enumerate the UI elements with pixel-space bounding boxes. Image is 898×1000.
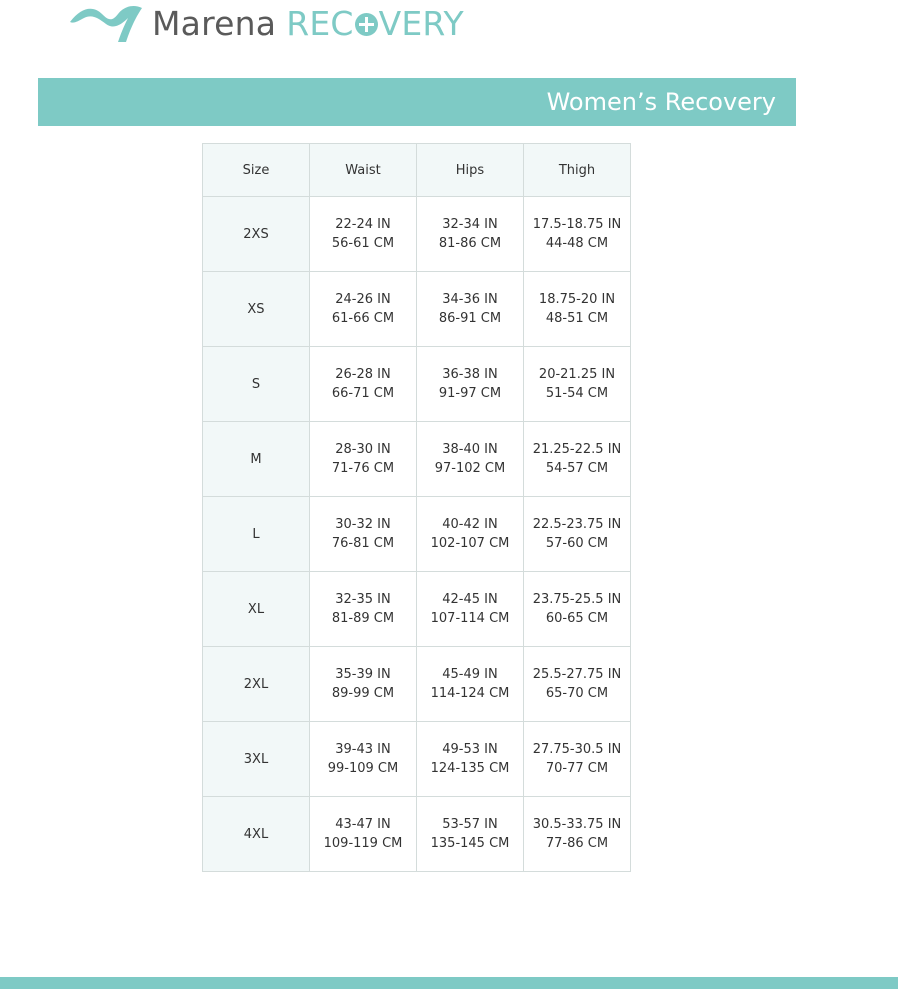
- waist-cell: [310, 722, 417, 797]
- thigh-cm-value: 57-60 CM: [545, 536, 609, 551]
- thigh-cm-value: 44-48 CM: [545, 236, 609, 251]
- size-cell: 4XL: [203, 797, 310, 872]
- hips-cm-value: 91-97 CM: [438, 386, 502, 401]
- hips-cm-value: 114-124 CM: [430, 686, 510, 701]
- hips-in-value: 42-45 IN: [442, 592, 498, 607]
- waist-cm-value: 56-61 CM: [331, 236, 395, 251]
- thigh-in-value: 30.5-33.75 IN: [532, 817, 622, 832]
- hips-in-value: 32-34 IN: [442, 217, 498, 232]
- header-thigh: Thigh: [524, 144, 631, 197]
- medical-cross-icon: [355, 13, 378, 36]
- thigh-cell: [524, 722, 631, 797]
- hips-cm-value: 107-114 CM: [430, 611, 510, 626]
- waist-cell: [310, 272, 417, 347]
- brand-recovery-part-b: VERY: [378, 3, 464, 43]
- waist-in-value: 24-26 IN: [335, 292, 391, 307]
- brand-name-recovery: [286, 4, 464, 43]
- waist-cell: [310, 797, 417, 872]
- table-row: [203, 797, 631, 872]
- thigh-cell: [524, 797, 631, 872]
- table-row: [203, 572, 631, 647]
- table-row: [203, 647, 631, 722]
- waist-cm-value: 61-66 CM: [331, 311, 395, 326]
- waist-cm-value: 89-99 CM: [331, 686, 395, 701]
- hips-cell: [417, 722, 524, 797]
- thigh-cell: [524, 347, 631, 422]
- hips-cm-value: 124-135 CM: [430, 761, 510, 776]
- size-cell: S: [203, 347, 310, 422]
- thigh-cm-value: 54-57 CM: [545, 461, 609, 476]
- waist-cell: [310, 572, 417, 647]
- thigh-in-value: 25.5-27.75 IN: [532, 667, 622, 682]
- waist-in-value: 26-28 IN: [335, 367, 391, 382]
- thigh-in-value: 27.75-30.5 IN: [532, 742, 622, 757]
- thigh-cell: [524, 422, 631, 497]
- hips-in-value: 40-42 IN: [442, 517, 498, 532]
- hips-cell: [417, 497, 524, 572]
- hips-in-value: 53-57 IN: [442, 817, 498, 832]
- hips-cell: [417, 422, 524, 497]
- waist-cell: [310, 347, 417, 422]
- thigh-cm-value: 70-77 CM: [545, 761, 609, 776]
- thigh-in-value: 22.5-23.75 IN: [532, 517, 622, 532]
- size-cell: 3XL: [203, 722, 310, 797]
- waist-cell: [310, 497, 417, 572]
- hips-in-value: 49-53 IN: [442, 742, 498, 757]
- hips-in-value: 45-49 IN: [442, 667, 498, 682]
- thigh-cell: [524, 647, 631, 722]
- hips-in-value: 34-36 IN: [442, 292, 498, 307]
- size-cell: 2XS: [203, 197, 310, 272]
- hips-cell: [417, 272, 524, 347]
- waist-in-value: 28-30 IN: [335, 442, 391, 457]
- hips-cm-value: 86-91 CM: [438, 311, 502, 326]
- size-cell: XL: [203, 572, 310, 647]
- footer-bar: [0, 977, 898, 989]
- table-header-row: [203, 144, 631, 197]
- brand-name-marena: Marena: [152, 3, 277, 43]
- thigh-in-value: 23.75-25.5 IN: [532, 592, 622, 607]
- thigh-cell: [524, 572, 631, 647]
- waist-cell: [310, 197, 417, 272]
- waist-cm-value: 81-89 CM: [331, 611, 395, 626]
- hips-cell: [417, 347, 524, 422]
- header-hips: Hips: [417, 144, 524, 197]
- waist-in-value: 43-47 IN: [335, 817, 391, 832]
- thigh-cm-value: 48-51 CM: [545, 311, 609, 326]
- waist-cm-value: 109-119 CM: [323, 836, 403, 851]
- hips-cm-value: 97-102 CM: [434, 461, 506, 476]
- size-cell: L: [203, 497, 310, 572]
- section-banner: [38, 78, 796, 126]
- hips-cell: [417, 572, 524, 647]
- thigh-cm-value: 77-86 CM: [545, 836, 609, 851]
- hips-cell: [417, 797, 524, 872]
- table-row: [203, 347, 631, 422]
- size-chart-table: [202, 143, 631, 872]
- hips-in-value: 36-38 IN: [442, 367, 498, 382]
- hips-cell: [417, 647, 524, 722]
- waist-cm-value: 99-109 CM: [327, 761, 399, 776]
- marena-wave-icon: [68, 0, 146, 46]
- thigh-cm-value: 60-65 CM: [545, 611, 609, 626]
- size-cell: 2XL: [203, 647, 310, 722]
- thigh-cell: [524, 272, 631, 347]
- waist-in-value: 32-35 IN: [335, 592, 391, 607]
- waist-cm-value: 71-76 CM: [331, 461, 395, 476]
- thigh-in-value: 20-21.25 IN: [538, 367, 616, 382]
- hips-cell: [417, 197, 524, 272]
- table-row: [203, 272, 631, 347]
- brand-logo: [68, 0, 464, 46]
- size-cell: M: [203, 422, 310, 497]
- waist-in-value: 22-24 IN: [335, 217, 391, 232]
- table-row: [203, 722, 631, 797]
- table-row: [203, 497, 631, 572]
- thigh-cell: [524, 197, 631, 272]
- table-row: [203, 197, 631, 272]
- waist-in-value: 30-32 IN: [335, 517, 391, 532]
- waist-in-value: 35-39 IN: [335, 667, 391, 682]
- thigh-cm-value: 65-70 CM: [545, 686, 609, 701]
- header-size: Size: [203, 144, 310, 197]
- hips-in-value: 38-40 IN: [442, 442, 498, 457]
- table-row: [203, 422, 631, 497]
- brand-wordmark: [152, 4, 464, 43]
- size-cell: XS: [203, 272, 310, 347]
- thigh-in-value: 17.5-18.75 IN: [532, 217, 622, 232]
- banner-title: Women’s Recovery: [546, 88, 776, 116]
- thigh-in-value: 21.25-22.5 IN: [532, 442, 622, 457]
- hips-cm-value: 135-145 CM: [430, 836, 510, 851]
- header-waist: Waist: [310, 144, 417, 197]
- waist-cm-value: 76-81 CM: [331, 536, 395, 551]
- waist-cell: [310, 647, 417, 722]
- waist-cm-value: 66-71 CM: [331, 386, 395, 401]
- waist-in-value: 39-43 IN: [335, 742, 391, 757]
- hips-cm-value: 102-107 CM: [430, 536, 510, 551]
- brand-recovery-part-a: REC: [286, 3, 354, 43]
- thigh-cell: [524, 497, 631, 572]
- thigh-in-value: 18.75-20 IN: [538, 292, 616, 307]
- waist-cell: [310, 422, 417, 497]
- hips-cm-value: 81-86 CM: [438, 236, 502, 251]
- thigh-cm-value: 51-54 CM: [545, 386, 609, 401]
